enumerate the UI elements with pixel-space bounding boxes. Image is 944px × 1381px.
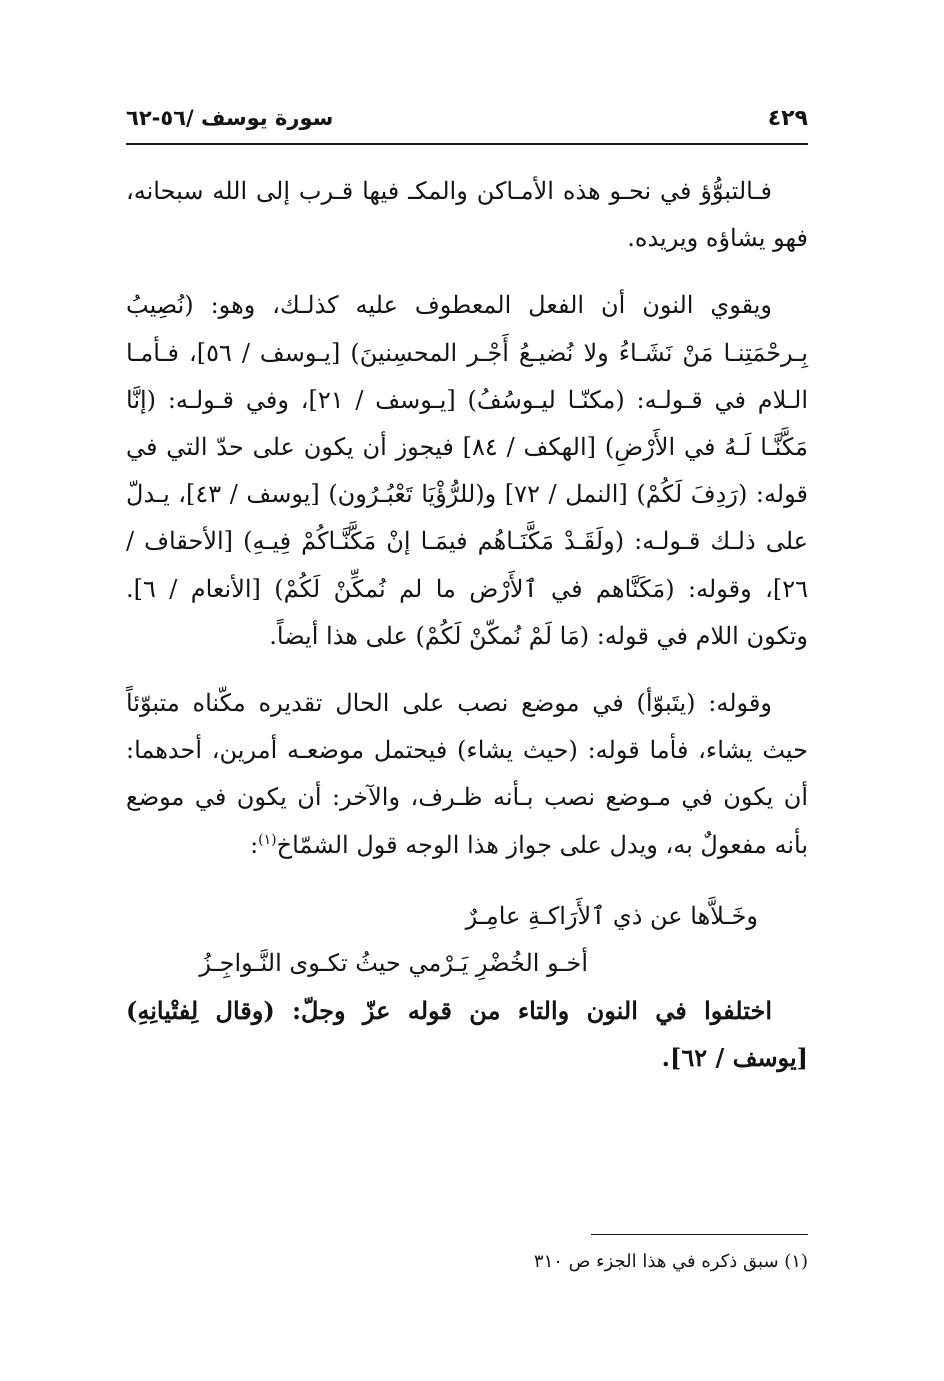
paragraph-3 <box>126 680 808 869</box>
paragraph-2: ويقوي النون أن الفعل المعطوف عليه كذلـك، وهو: (نُصِيبُ بِـرحْمَتِنـا مَنْ نَشَـاءُ ولا نُضيـعُ أَجْـر المحسِنينَ) [يـوسف / ٥٦]، فـأمـا الـلام في قـولـه: (مكنّـا ليـوسُفُ) [يـوسف / ٢١]، وفي قـولـه: (إنَّا مَكَّنَّـا لَـهُ في الأَرْضِ) [الهكف / ٨٤] فيجوز أن يكون على حدّ التي في قوله: (رَدِفَ لَكُمْ) [النمل / ٧٢] و(للرُّؤْيَا تَعْبُـرُون) [يوسف / ٤٣]، يـدلّ على ذلـك قـولـه: (ولَقَـدْ مَكَّنَـاهُم فيمَـا إنْ مَكَّنَّـاكُمْ فِيـهِ) [الأحقاف / ٢٦]، وقوله: (مَكَنَّاهم في ٱلأَرْض ما لم نُمكِّنْ لَكُمْ) [الأنعام / ٦]. وتكون اللام في قوله: (مَا لَمْ نُمكّنْ لَكُمْ) على هذا أيضاً. <box>126 291 808 650</box>
paragraph-3-text: وقوله: (يتَبوّأ) في موضع نصب على الحال تقديره مكّناه متبوّئاً حيث يشاء، فأما قوله: (حيث يشاء) فيحتمل موضعـه أمرين، أحدهما: أن يكون في مـوضع نصب بـأنه ظـرف، والآخر: أن يكون في موضع بأنه مفعولٌ به، ويدل على جواز هذا الوجه قول الشمّاخ <box>126 689 809 859</box>
paragraph-3-colon: : <box>250 830 259 859</box>
verse-line-1: وخَـلاَّها عن ذي ٱلأَرَاكـةِ عامِـرٌ <box>465 901 758 930</box>
verse-line-2: أخـو الخُضْرِ يَـرْمي حيثُ تكـوى النَّـواجِـزُ <box>199 949 588 978</box>
paragraph-1: فـالتبوُّؤ في نحـو هذه الأمـاكن والمكـ فيها قـرب إلى الله سبحانه، فهو يشاؤه ويريده. <box>126 177 808 253</box>
page-number: ٤٢٩ <box>767 106 808 131</box>
header-rule <box>126 143 808 145</box>
main-text <box>126 168 808 1082</box>
footnote-reference[interactable]: (١) <box>258 831 277 848</box>
section-heading-paragraph: اختلفوا في النون والتاء من قوله عزّ وجلّ: (وقال لِفتْيانِهِ) [يوسف / ٦٢]. <box>126 996 808 1073</box>
running-title: سورة يوسف /٥٦-٦٢ <box>126 106 334 130</box>
footnote: (١) سبق ذكره في هذا الجزء ص ٣١٠ <box>533 1251 808 1272</box>
running-header <box>126 100 808 140</box>
footnote-rule <box>591 1234 808 1235</box>
